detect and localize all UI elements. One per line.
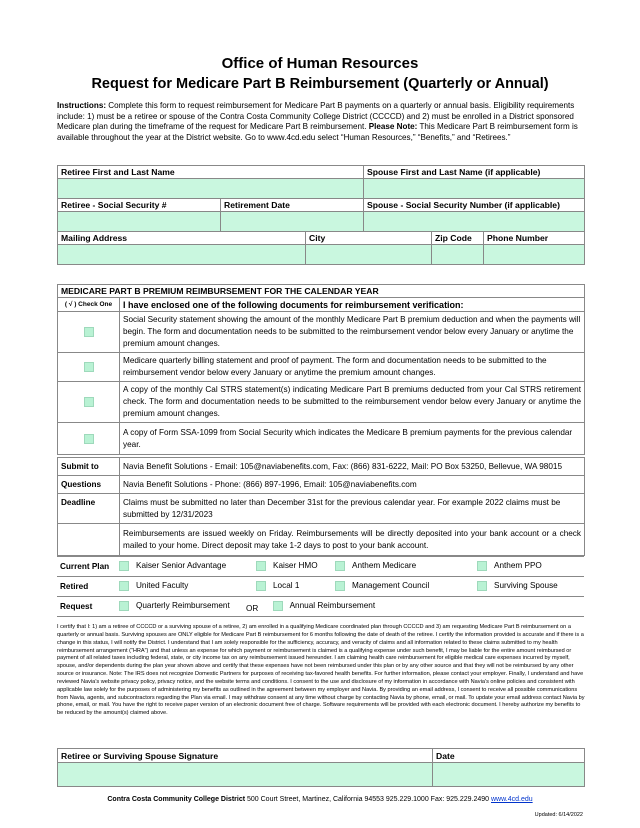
- option-label: Annual Reimbursement: [289, 601, 376, 610]
- questions-label: Questions: [58, 476, 120, 494]
- checkbox[interactable]: [335, 581, 345, 591]
- city-label: City: [306, 232, 432, 245]
- option-label: Management Council: [352, 581, 430, 590]
- plan-option[interactable]: [119, 557, 256, 577]
- retired-option[interactable]: [335, 577, 477, 597]
- documents-table: [57, 284, 585, 455]
- note-text: This Medicare Part B reimbursement form is available throughout the year at the District website. Go to www.4cd.edu select “Human Resources,” “Benefits,” and “Retirees.”: [57, 122, 578, 142]
- plan-table: [57, 556, 584, 617]
- enclosed-label: I have enclosed one of the following documents for reimbursement verification:: [120, 298, 585, 312]
- blank-cell: [58, 524, 120, 556]
- date-input[interactable]: [435, 765, 582, 784]
- retired-option[interactable]: [477, 577, 584, 597]
- doc-check-cell: [58, 353, 120, 382]
- retiree-ssn-input[interactable]: [60, 214, 218, 229]
- spouse-name-label: Spouse First and Last Name (if applicable): [364, 166, 585, 179]
- footer-link[interactable]: www.4cd.edu: [491, 796, 533, 803]
- note-label: Please Note:: [368, 122, 418, 132]
- footer-org: Contra Costa Community College District: [107, 796, 246, 803]
- quarterly-option[interactable]: [119, 601, 230, 611]
- zip-input[interactable]: [434, 247, 481, 262]
- retiree-name-cell: [58, 179, 364, 199]
- mailing-address-input[interactable]: [60, 247, 303, 262]
- doc-checkbox-ss-statement[interactable]: [84, 327, 94, 337]
- spouse-ssn-label: Spouse - Social Security Number (if applicable): [364, 199, 585, 212]
- option-label: Surviving Spouse: [494, 581, 558, 590]
- phone-label: Phone Number: [484, 232, 585, 245]
- option-label: Local 1: [273, 581, 300, 590]
- deadline-text: Claims must be submitted no later than December 31st for the previous calendar year. For example 2022 claims must be submitted by 12/31/2023: [120, 494, 585, 524]
- retired-label: Retired: [57, 577, 119, 597]
- doc-checkbox-calstrs[interactable]: [84, 397, 94, 407]
- zip-label: Zip Code: [432, 232, 484, 245]
- plan-option[interactable]: [477, 557, 584, 577]
- option-label: Anthem Medicare: [352, 561, 417, 570]
- retirement-date-input[interactable]: [223, 214, 361, 229]
- annual-option[interactable]: [273, 601, 376, 611]
- retiree-ssn-cell: [58, 212, 221, 232]
- submit-to-text: Navia Benefit Solutions - Email: 105@naviabenefits.com, Fax: (866) 831-6222, Mail: PO Box 53250, Bellevue, WA 98015: [120, 458, 585, 476]
- submission-table: [57, 457, 585, 556]
- office-title: Office of Human Resources: [221, 55, 419, 72]
- questions-text: Navia Benefit Solutions - Phone: (866) 897-1996, Email: 105@naviabenefits.com: [120, 476, 585, 494]
- reimbursement-note: Reimbursements are issued weekly on Friday. Reimbursements will be directly deposited into your bank account or a check mailed to your home. Direct deposit may take 1-2 days to post to your bank account.: [120, 524, 585, 556]
- checkbox[interactable]: [119, 561, 129, 571]
- mailing-address-label: Mailing Address: [58, 232, 306, 245]
- doc-option: A copy of Form SSA-1099 from Social Security which indicates the Medicare B premium payments for the previous calendar year.: [120, 423, 585, 455]
- retirement-date-cell: [221, 212, 364, 232]
- doc-check-cell: [58, 382, 120, 423]
- checkbox[interactable]: [477, 561, 487, 571]
- docs-section-title: MEDICARE PART B PREMIUM REIMBURSEMENT FOR THE CALENDAR YEAR: [58, 285, 585, 298]
- doc-check-cell: [58, 423, 120, 455]
- doc-option: Social Security statement showing the amount of the monthly Medicare Part B premium deduction and when the payments will begin. The form and documentation needs to be submitted to the reimbursement vendor below every January or anytime the premium amount changes.: [120, 312, 585, 353]
- option-label: Kaiser Senior Advantage: [136, 561, 227, 570]
- instructions-label: Instructions:: [57, 101, 107, 110]
- signature-table: [57, 748, 585, 787]
- date-label: Date: [433, 749, 585, 763]
- plan-option[interactable]: [256, 557, 335, 577]
- spouse-ssn-cell: [364, 212, 585, 232]
- submit-to-label: Submit to: [58, 458, 120, 476]
- checkbox[interactable]: [477, 581, 487, 591]
- instructions: [57, 101, 585, 143]
- option-label: Kaiser HMO: [273, 561, 318, 570]
- certification-text: I certify that I: 1) am a retiree of CCCCD or a surviving spouse of a retiree, 2) am enrolled in a qualifying Medicare coordinated plan through CCCCD and 3) am requesting Medicare Part B reimbursement on a quarterly or annual basis. Surviving spouses are ONLY eligible for Medicare Part B reimbursement for 6 months following the date of death of the retiree. I certify the information provided is accurate and if there is a change in this status, I will notify the District. I understand that I am solely responsible for the sufficiency, accuracy, and veracity of claims and all information related to these claims submitted to my health reimbursement arrangement (“HRA”) and that unless an expense for which payment or reimbursement is claimed is a qualifying expense under such benefit, I may be liable for the entire amount reimbursed or payment of all related taxes including federal, state, or city income tax on any reimbursement issued hereunder. I am claiming health care reimbursement for eligible medical care expenses incurred by myself, spouse, and/or dependents during the plan year shown above and certify that these expenses have not been reimbursed under this plan or by any other source and that they will not be reimbursed by any other source or insurance. Note: The IRS does not recognize Domestic Partners for purposes of receiving tax-favored health benefits. For further information, please contact your employer. Finally, I understand and have reviewed Navia’s website privacy policy, privacy notice, and the website terms and conditions. I consent to the use and disclosure of my information in accordance with Navia’s online policies and consistent with applicable law solely for the purposes of administering my benefits as outlined in the agreement between my employer and Navia. By providing an email address, I consent to receive all possible communications from Navia, agents, and subcontractors regarding the Plan via email. I may withdraw consent at any time without charge by contacting Navia by phone, email, or mail. To update your email address contact Navia by phone, email, or mail. You have the right to receive paper version of an electronic document free of charge. Software requirements will be provided with each electronic document. I hereby authorize my benefits to be reduced by the amount(s) claimed above.: [57, 624, 585, 717]
- retiree-name-label: Retiree First and Last Name: [58, 166, 364, 179]
- checkbox[interactable]: [119, 581, 129, 591]
- doc-check-cell: [58, 312, 120, 353]
- deadline-label: Deadline: [58, 494, 120, 524]
- doc-checkbox-ssa-1099[interactable]: [84, 434, 94, 444]
- phone-cell: [484, 245, 585, 265]
- footer-address: 500 Court Street, Martinez, California 94553 925.229.1000 Fax: 925.229.2490: [245, 796, 491, 803]
- doc-option: A copy of the monthly Cal STRS statement(s) indicating Medicare Part B premiums deducted from your Cal STRS retirement check. The form and documentation needs to be submitted to the reimbursement vendor below every January or anytime the premium amount changes.: [120, 382, 585, 423]
- form-title: Request for Medicare Part B Reimbursement (Quarterly or Annual): [91, 76, 549, 92]
- doc-option: Medicare quarterly billing statement and proof of payment. The form and documentation needs to be submitted to the reimbursement vendor below every January or anytime the premium amount changes.: [120, 353, 585, 382]
- retiree-ssn-label: Retiree - Social Security #: [58, 199, 221, 212]
- zip-cell: [432, 245, 484, 265]
- option-label: Quarterly Reimbursement: [136, 601, 230, 610]
- instructions-text: Complete this form to request reimbursement for Medicare Part B payments on a quarterly or annual basis. Eligibility requirements include: 1) must be a retiree or spouse of the Contra Costa Community College District (CCCCD) and 2) must be enrolled in a District sponsored Medicare plan during the timeframe of the request for Medicare Part B reimbursement.: [57, 101, 575, 132]
- checkbox[interactable]: [335, 561, 345, 571]
- signature-cell: [58, 763, 433, 787]
- updated-date: Updated: 6/14/2022: [534, 812, 583, 818]
- retirement-date-label: Retirement Date: [221, 199, 364, 212]
- city-cell: [306, 245, 432, 265]
- spouse-name-input[interactable]: [366, 181, 582, 196]
- request-options: [119, 597, 584, 617]
- footer: [0, 796, 640, 803]
- check-one-label: ( √ ) Check One: [58, 298, 120, 312]
- checkbox[interactable]: [256, 581, 266, 591]
- annual-checkbox[interactable]: [273, 601, 283, 611]
- mailing-address-cell: [58, 245, 306, 265]
- request-label: Request: [57, 597, 119, 617]
- spouse-ssn-input[interactable]: [366, 214, 582, 229]
- checkbox[interactable]: [256, 561, 266, 571]
- current-plan-label: Current Plan: [57, 557, 119, 577]
- retired-option[interactable]: [256, 577, 335, 597]
- option-label: United Faculty: [136, 581, 189, 590]
- retiree-name-input[interactable]: [60, 181, 361, 196]
- option-label: Anthem PPO: [494, 561, 542, 570]
- signature-input[interactable]: [60, 765, 430, 784]
- signature-label: Retiree or Surviving Spouse Signature: [58, 749, 433, 763]
- doc-checkbox-medicare-billing[interactable]: [84, 362, 94, 372]
- quarterly-checkbox[interactable]: [119, 601, 129, 611]
- date-cell: [433, 763, 585, 787]
- phone-input[interactable]: [486, 247, 582, 262]
- retired-option[interactable]: [119, 577, 256, 597]
- spouse-name-cell: [364, 179, 585, 199]
- city-input[interactable]: [308, 247, 429, 262]
- or-text: OR: [246, 603, 259, 613]
- personal-info-table: [57, 165, 585, 265]
- plan-option[interactable]: [335, 557, 477, 577]
